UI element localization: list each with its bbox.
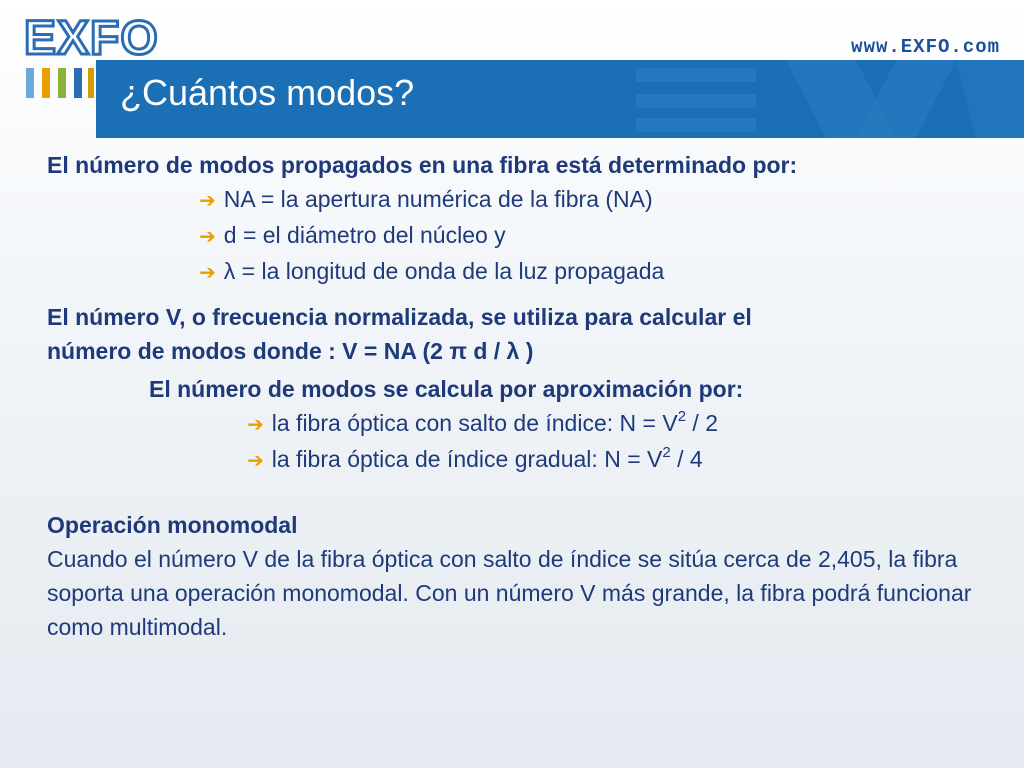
bullet-lambda [47,254,1007,290]
bullet-tail: / 4 [670,446,703,472]
bullet-text: la fibra óptica con salto de índice: N = V [271,410,678,436]
section3-heading: El número de modos se calcula por aproximación por: [149,376,744,402]
bullet-text: d = el diámetro del núcleo y [223,222,506,248]
bullet-step-index [47,406,1007,442]
section2-line1: El número V, o frecuencia normalizada, se utiliza para calcular el [47,304,752,330]
arrow-right-icon: ➔ [247,450,264,472]
arrow-right-icon: ➔ [199,262,216,284]
section1-heading: El número de modos propagados en una fibra está determinado por: [47,152,798,178]
bullet-na [47,182,1007,218]
bullet-d [47,218,1007,254]
arrow-right-icon: ➔ [199,226,216,248]
bullet-text: λ = la longitud de onda de la luz propagada [223,258,665,284]
title-band [96,60,1024,138]
superscript: 2 [677,408,687,425]
bullet-graded-index [47,442,1007,478]
slide-title: ¿Cuántos modos? [120,72,415,113]
arrow-right-icon: ➔ [247,414,264,436]
section4-heading: Operación monomodal [47,512,298,538]
exfo-logo-text: EXFO [24,12,159,60]
exfo-logo [22,10,162,60]
section4-body: Cuando el número V de la fibra óptica con salto de índice se sitúa cerca de 2,405, la fibra soporta una operación monomodal. Con un número V más grande, la fibra podrá funcionar como multimodal. [47,546,972,640]
section2-line2: número de modos donde : V = NA (2 π d / λ ) [47,338,534,364]
website-url: www.EXFO.com [851,36,1000,58]
superscript: 2 [662,444,671,461]
bullet-text: la fibra óptica de índice gradual: N = V [271,446,663,472]
slide-body [47,148,1007,644]
arrow-right-icon: ➔ [199,190,216,212]
bullet-tail: / 2 [686,410,719,436]
bullet-text: NA = la apertura numérica de la fibra (NA) [223,186,653,212]
slide-header [0,0,1024,138]
logo-stripes-icon [26,66,96,98]
